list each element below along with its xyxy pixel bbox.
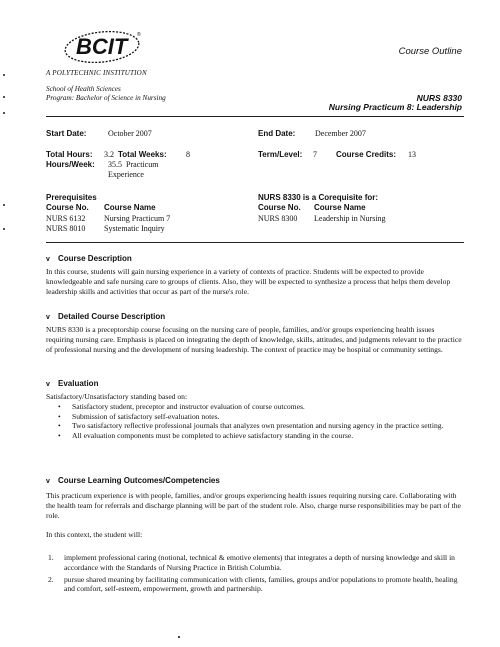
course-description-heading	[46, 254, 132, 263]
list-item-text: Submission of satisfactory self-evaluation notes.	[72, 411, 220, 421]
detailed-description-title: Detailed Course Description	[58, 312, 166, 321]
document-type: Course Outline	[398, 46, 462, 57]
course-title: Nursing Practicum 8: Leadership	[328, 102, 462, 112]
course-code: NURS 8330	[416, 93, 462, 103]
course-description-title: Course Description	[58, 254, 132, 263]
header-divider	[46, 116, 464, 117]
bullet-icon: •	[58, 430, 61, 440]
end-date-label: End Date:	[258, 129, 296, 138]
prereq-col-course-no: Course No.	[46, 203, 89, 212]
institution-tagline: A POLYTECHNIC INSTITUTION	[46, 69, 147, 77]
total-weeks-value: 8	[186, 150, 190, 159]
start-date-label: Start Date:	[46, 129, 87, 138]
coreq-col-course-name: Course Name	[314, 203, 366, 212]
bullet-icon: •	[58, 402, 61, 411]
term-label: Term/Level:	[258, 150, 303, 159]
credits-label: Course Credits:	[336, 150, 397, 159]
school-name: School of Health Sciences	[46, 85, 121, 93]
bcit-logo	[62, 27, 146, 65]
coreq-row-no: NURS 8300	[258, 214, 298, 223]
section-bullet-icon: v	[46, 314, 50, 321]
credits-value: 13	[408, 150, 416, 159]
list-item	[58, 421, 462, 431]
list-item	[58, 412, 462, 422]
scan-mark	[3, 112, 5, 114]
corequisite-heading: NURS 8330 is a Corequisite for:	[258, 193, 379, 202]
prereq-row-name: Systematic Inquiry	[104, 224, 165, 233]
list-item-text: Two satisfactory reflective professional journals that analyzes own presentation and nursing agency in the practice setting.	[72, 421, 444, 431]
term-value: 7	[313, 150, 317, 159]
bullet-icon: •	[58, 421, 61, 431]
prereq-row-name: Nursing Practicum 7	[104, 214, 171, 223]
bullet-icon: •	[58, 411, 61, 421]
course-description-text: In this course, students will gain nursing experience in a variety of contexts of practice. Students will be expected to provide knowledgeable and safe nursing care to groups of clients. Also, they will be expected to synthesize a process that helps them develop leadership skills and activities that occur as part of the nurse's role.	[46, 267, 451, 296]
total-weeks-label: Total Weeks:	[118, 150, 167, 159]
outcomes-heading	[46, 476, 220, 485]
coreq-row-name: Leadership in Nursing	[314, 214, 386, 223]
list-item	[46, 575, 464, 595]
list-item-number: 2.	[48, 574, 54, 584]
scan-mark	[3, 96, 5, 98]
section-bullet-icon: v	[46, 256, 50, 263]
scan-mark	[3, 74, 5, 76]
evaluation-intro: Satisfactory/Unsatisfactory standing based on:	[46, 392, 188, 401]
scan-mark	[3, 228, 5, 230]
prereq-col-course-name: Course Name	[104, 203, 156, 212]
list-item	[58, 431, 462, 441]
end-date-value: December 2007	[315, 129, 366, 138]
prereq-row-no: NURS 8010	[46, 224, 86, 233]
evaluation-list	[58, 402, 462, 440]
evaluation-heading	[46, 379, 98, 388]
detailed-description-text: NURS 8330 is a preceptorship course focusing on the nursing care of people, families, and/or groups experiencing health issues requiring nursing care. Emphasis is placed on integrating the depth of knowledge, skills, attitudes, and judgments relevant to the practice of professional nursing and the development of nursing leadership. The context of practice may be hospital or community settings.	[46, 325, 462, 354]
total-hours-value: 3.2	[104, 150, 114, 159]
prereq-row-no: NURS 6132	[46, 214, 86, 223]
list-item-text: implement professional caring (notional, technical & emotive elements) that integrates a depth of nursing knowledge and skill in accordance with the Standards of Nursing Practice in British Columbia.	[64, 553, 455, 572]
outcomes-lead: In this context, the student will:	[46, 530, 143, 539]
details-divider	[46, 242, 464, 243]
evaluation-title: Evaluation	[58, 379, 99, 388]
start-date-value: October 2007	[108, 129, 152, 138]
section-bullet-icon: v	[46, 381, 50, 388]
list-item	[58, 402, 462, 412]
list-item-number: 1.	[48, 553, 54, 562]
scan-mark	[3, 204, 5, 206]
program-name: Program: Bachelor of Science in Nursing	[46, 94, 166, 102]
detailed-description-heading	[46, 312, 165, 321]
hours-week-value: 35.5	[108, 160, 122, 169]
coreq-col-course-no: Course No.	[258, 203, 301, 212]
scan-mark	[178, 636, 180, 638]
list-item	[46, 553, 464, 573]
list-item-text: pursue shared meaning by facilitating communication with clients, families, groups and/or populations to promote health, healing and comfort, self-esteem, empowerment, growth and partnership.	[64, 574, 458, 594]
svg-text:BCIT: BCIT	[76, 34, 128, 59]
section-bullet-icon: v	[46, 478, 50, 485]
outcomes-list	[46, 553, 464, 596]
outcomes-intro: This practicum experience is with people, families, and/or groups experiencing health issues requiring nursing care. Collaborating with the health team for referrals and discharge planning will be part of the student role. Also, charge nurse responsibilities may be part of the role.	[46, 491, 461, 520]
total-hours-label: Total Hours:	[46, 150, 93, 159]
list-item-text: Satisfactory student, preceptor and instructor evaluation of course outcomes.	[72, 402, 305, 411]
svg-text:®: ®	[137, 32, 141, 38]
list-item-text: All evaluation components must be completed to achieve satisfactory standing in the course.	[72, 430, 354, 440]
hours-week-label: Hours/Week:	[46, 160, 95, 169]
prerequisites-heading: Prerequisites	[46, 193, 97, 202]
hours-week-type: Practicum	[126, 160, 159, 169]
outcomes-title: Course Learning Outcomes/Competencies	[58, 476, 220, 485]
hours-week-type-2: Experience	[108, 170, 144, 179]
